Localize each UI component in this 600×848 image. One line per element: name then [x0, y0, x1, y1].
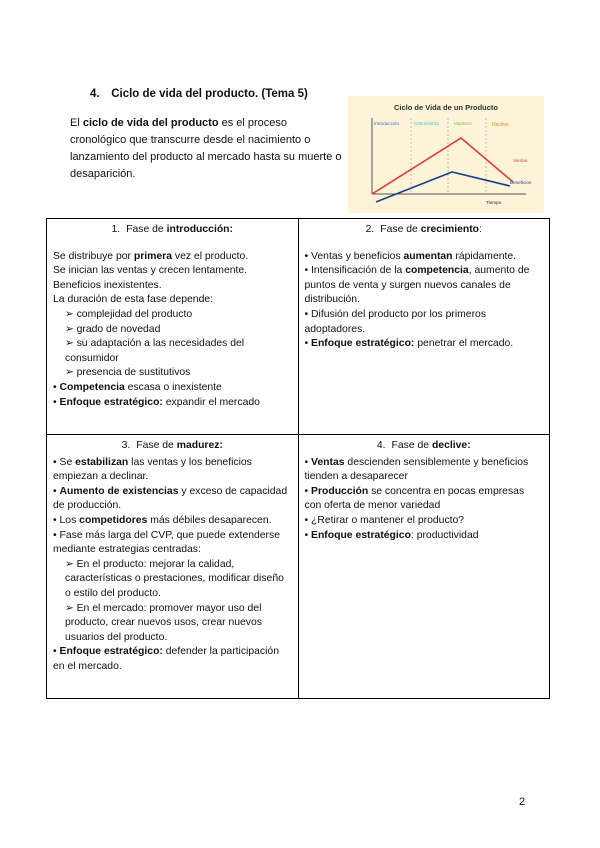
- bullet-item: • Los competidores más débiles desaparecen.: [53, 514, 272, 526]
- intro-text: El: [70, 117, 83, 129]
- text-fragment: penetrar el mercado.: [414, 338, 514, 350]
- bullet-item: • Enfoque estratégico: penetrar el mercado.: [304, 338, 514, 350]
- text-bold: Enfoque estratégico:: [59, 646, 163, 658]
- phase-title-prefix: Fase de: [126, 224, 167, 235]
- phase-title-term: introducción:: [166, 224, 233, 235]
- bullet-item: • Intensificación de la competencia, aumento de puntos de venta y surgen nuevos canales de distribución.: [304, 265, 530, 306]
- phase-label-crecimiento: Crecimiento: [414, 121, 439, 126]
- text-fragment: Fase más larga del CVP, que puede extenderse mediante estrategias centradas:: [53, 529, 280, 556]
- text-fragment: , aumento de puntos de venta y surgen nuevos canales de distribución.: [304, 265, 530, 306]
- chart-title: Ciclo de Vida de un Producto: [393, 103, 499, 112]
- beneficios-line: [376, 172, 510, 202]
- bullet-item: • Fase más larga del CVP, que puede extenderse mediante estrategias centradas:: [53, 529, 280, 556]
- text-line: Beneficios inexistentes.: [53, 279, 162, 291]
- bullet-item: • Enfoque estratégico: productividad: [304, 529, 479, 541]
- text-bold: Aumento de existencias: [59, 485, 179, 497]
- text-fragment: ¿Retirar o mantener el producto?: [311, 514, 465, 526]
- text-fragment: Difusión del producto por los primeros adoptadores.: [304, 308, 487, 335]
- sub-item: ➢ En el producto: mejorar la calidad, características o prestaciones, modificar diseño o estilo del producto.: [65, 558, 284, 599]
- text-fragment: Se distribuye por: [53, 250, 134, 262]
- phase-title: [53, 439, 292, 454]
- text-fragment: defender la participación en el mercado.: [53, 646, 279, 672]
- text-line: Se inician las ventas y crecen lentamente.: [53, 265, 248, 277]
- section-heading: [90, 88, 308, 100]
- text-bold: Enfoque estratégico:: [311, 338, 415, 350]
- phase-title: [305, 439, 544, 454]
- phase-title-term: declive:: [431, 440, 471, 451]
- phase-number: 4.: [376, 440, 386, 451]
- phase-title: [53, 223, 292, 238]
- section-title: Ciclo de vida del producto. (Tema 5): [111, 88, 308, 100]
- text-bold: estabilizan: [75, 456, 129, 468]
- phase-number: 3.: [121, 440, 131, 451]
- bullet-item: • Enfoque estratégico: expandir el mercado: [53, 396, 260, 408]
- section-number: 4.: [90, 88, 100, 100]
- phase-declive-cell: [298, 435, 550, 699]
- text-bold: competencia: [405, 265, 469, 277]
- sub-item: ➢ En el mercado: promover mayor uso del producto, crear nuevos usos, crear nuevos usuarios del producto.: [65, 602, 262, 643]
- phase-title-term: madurez:: [176, 440, 223, 451]
- text-line: La duración de esta fase depende:: [53, 294, 214, 306]
- phase-crecimiento-cell: [298, 219, 550, 435]
- phase-title-suffix: :: [479, 224, 482, 235]
- phase-title-prefix: Fase de: [391, 440, 432, 451]
- phases-table: [46, 218, 550, 699]
- x-axis-label: Tiempo: [486, 200, 502, 205]
- text-fragment: expandir el mercado: [162, 396, 260, 408]
- bullet-item: • Difusión del producto por los primeros adoptadores.: [304, 308, 487, 335]
- intro-paragraph: [70, 115, 342, 183]
- text-fragment: descienden sensiblemente y beneficios tienden a desaparecer: [304, 456, 529, 483]
- bullet-item: • ¿Retirar o mantener el producto?: [304, 514, 465, 526]
- text-fragment: Se: [59, 456, 76, 468]
- phase-number: 2.: [365, 224, 375, 235]
- sub-item: ➢ su adaptación a las necesidades del consumidor: [65, 338, 245, 364]
- ventas-line: [372, 138, 513, 194]
- text-fragment: rápidamente.: [452, 250, 517, 262]
- text-fragment: vez el producto.: [171, 250, 249, 262]
- text-fragment: : productividad: [410, 529, 479, 541]
- ventas-label: Ventas: [513, 158, 528, 163]
- phase-madurez-cell: [47, 435, 299, 699]
- sub-item: ➢ presencia de sustitutivos: [65, 367, 191, 379]
- text-bold: aumentan: [403, 250, 453, 262]
- text-fragment: más débiles desaparecen.: [147, 514, 272, 526]
- phase-label-madurez: Madurez: [454, 121, 472, 126]
- intro-term: ciclo de vida del producto: [82, 117, 219, 129]
- sub-item: ➢ complejidad del producto: [65, 308, 193, 320]
- text-bold: competidores: [79, 514, 148, 526]
- bullet-item: • Ventas y beneficios aumentan rápidamente.: [304, 250, 517, 262]
- text-bold: Enfoque estratégico:: [59, 396, 163, 408]
- bullet-item: • Competencia escasa o inexistente: [53, 381, 222, 393]
- beneficios-label: Beneficios: [510, 180, 532, 185]
- sub-item: ➢ grado de novedad: [65, 323, 161, 335]
- page-number: 2: [519, 796, 526, 808]
- phase-title-term: crecimiento: [420, 224, 480, 235]
- text-fragment: Los: [59, 514, 80, 526]
- bullet-item: • Se estabilizan las ventas y los beneficios empiezan a declinar.: [53, 456, 252, 483]
- product-life-cycle-chart: [348, 96, 544, 213]
- intro-text-rest: es el proceso cronológico que transcurre desde el nacimiento o lanzamiento del producto al mercado hasta su muerte o desaparición.: [70, 117, 342, 180]
- text-fragment: Ventas y beneficios: [311, 250, 404, 262]
- bullet-item: • Ventas descienden sensiblemente y beneficios tienden a desaparecer: [304, 456, 529, 483]
- phase-number: 1.: [111, 224, 121, 235]
- phase-introduccion-cell: [47, 219, 299, 435]
- text-fragment: escasa o inexistente: [124, 381, 222, 393]
- text-fragment: las ventas y los beneficios empiezan a declinar.: [53, 456, 252, 483]
- phase-title-prefix: Fase de: [380, 224, 421, 235]
- text-bold: Competencia: [59, 381, 125, 393]
- bullet-item: • Producción se concentra en pocas empresas con oferta de menor variedad: [304, 485, 525, 512]
- bullet-item: • Enfoque estratégico: defender la participación en el mercado.: [53, 646, 279, 672]
- text-bold: Ventas: [311, 456, 345, 468]
- bullet-item: • Aumento de existencias y exceso de capacidad de producción.: [53, 485, 288, 512]
- phase-title-prefix: Fase de: [136, 440, 177, 451]
- phase-label-declive: Declive: [492, 122, 509, 128]
- text-bold: Enfoque estratégico: [311, 529, 411, 541]
- text-fragment: Intensificación de la: [311, 265, 406, 277]
- text-fragment: y exceso de capacidad de producción.: [53, 485, 288, 512]
- text-line: [53, 250, 292, 265]
- text-bold: Producción: [311, 485, 369, 497]
- phase-label-introduccion: Introducción: [374, 121, 400, 126]
- phase-title: [305, 223, 544, 238]
- text-bold: primera: [133, 250, 172, 262]
- text-fragment: se concentra en pocas empresas con oferta de menor variedad: [304, 485, 525, 512]
